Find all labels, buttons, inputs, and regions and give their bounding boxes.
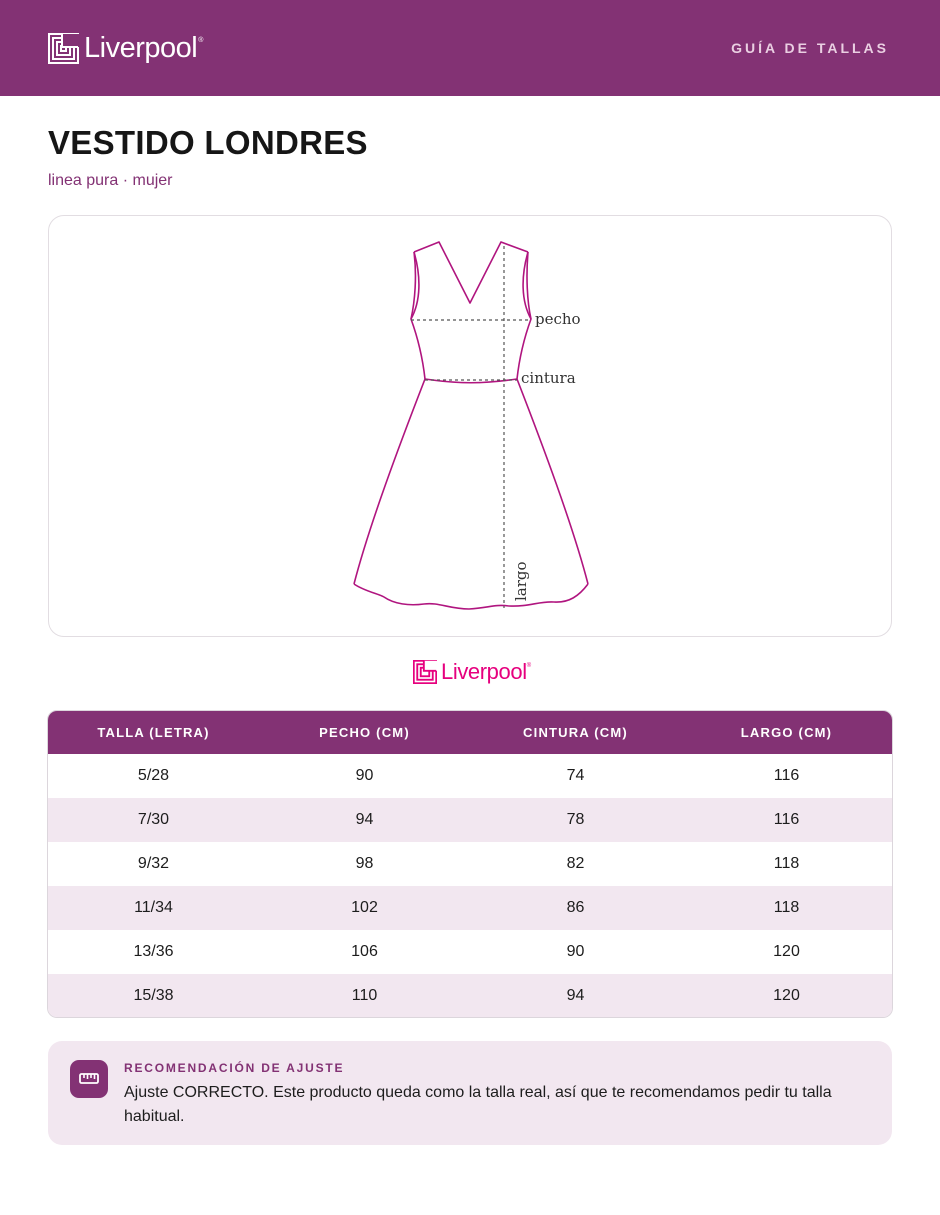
cell-length: 118 bbox=[773, 855, 800, 872]
liverpool-logo-icon bbox=[48, 33, 79, 64]
cell-chest: 90 bbox=[355, 767, 374, 784]
chest-label: pecho bbox=[535, 310, 581, 328]
center-brand-trademark: ® bbox=[526, 663, 532, 669]
column-header-length: LARGO (CM) bbox=[740, 725, 833, 740]
cell-waist: 74 bbox=[566, 767, 585, 784]
cell-chest: 106 bbox=[351, 943, 378, 960]
cell-waist: 94 bbox=[566, 987, 585, 1004]
column-header-chest: PECHO (CM) bbox=[319, 725, 410, 740]
brand-trademark: ® bbox=[198, 36, 204, 44]
fit-recommendation bbox=[48, 1041, 892, 1145]
table-header-row bbox=[48, 711, 892, 754]
cell-length: 118 bbox=[773, 899, 800, 916]
recommendation-label: RECOMENDACIÓN DE AJUSTE bbox=[124, 1061, 345, 1075]
cell-length: 116 bbox=[773, 811, 800, 828]
table-row bbox=[48, 798, 892, 842]
cell-waist: 78 bbox=[566, 811, 585, 828]
cell-chest: 102 bbox=[351, 899, 378, 916]
recommendation-text: Ajuste CORRECTO. Este producto queda como la talla real, así que te recomendamos pedir tu talla habitual. bbox=[124, 1084, 832, 1125]
cell-waist: 90 bbox=[566, 943, 585, 960]
table-row bbox=[48, 886, 892, 930]
product-title: VESTIDO LONDRES bbox=[48, 124, 368, 161]
liverpool-logo-icon bbox=[413, 660, 437, 684]
cell-size: 13/36 bbox=[133, 943, 174, 960]
product-subtitle: linea pura · mujer bbox=[48, 172, 173, 189]
cell-chest: 110 bbox=[351, 987, 378, 1004]
header-bar bbox=[0, 0, 940, 96]
diagram-card bbox=[48, 215, 892, 637]
size-table bbox=[47, 710, 893, 1018]
table-row bbox=[48, 930, 892, 974]
center-brand-name: Liverpool bbox=[441, 659, 527, 684]
cell-size: 7/30 bbox=[137, 811, 170, 828]
cell-size: 15/38 bbox=[133, 987, 174, 1004]
cell-waist: 86 bbox=[566, 899, 585, 916]
cell-chest: 94 bbox=[355, 811, 374, 828]
cell-size: 11/34 bbox=[134, 899, 173, 916]
section-title: GUÍA DE TALLAS bbox=[731, 40, 889, 56]
center-brand-logo bbox=[413, 659, 531, 685]
table-row bbox=[48, 754, 892, 798]
brand-name: Liverpool bbox=[84, 31, 198, 64]
cell-waist: 82 bbox=[566, 855, 585, 872]
column-header-waist: CINTURA (CM) bbox=[523, 725, 628, 740]
cell-length: 120 bbox=[773, 987, 800, 1004]
length-label: largo bbox=[512, 561, 530, 601]
table-row bbox=[48, 974, 892, 1018]
waist-label: cintura bbox=[521, 369, 576, 387]
table-row bbox=[48, 842, 892, 886]
brand-logo[interactable] bbox=[48, 30, 203, 66]
cell-size: 5/28 bbox=[137, 767, 170, 784]
column-header-size: TALLA (LETRA) bbox=[97, 725, 210, 740]
cell-length: 120 bbox=[773, 943, 800, 960]
cell-length: 116 bbox=[773, 767, 800, 784]
cell-chest: 98 bbox=[355, 855, 374, 872]
dress-diagram-icon bbox=[49, 216, 893, 638]
ruler-icon bbox=[70, 1060, 108, 1098]
cell-size: 9/32 bbox=[137, 855, 170, 872]
